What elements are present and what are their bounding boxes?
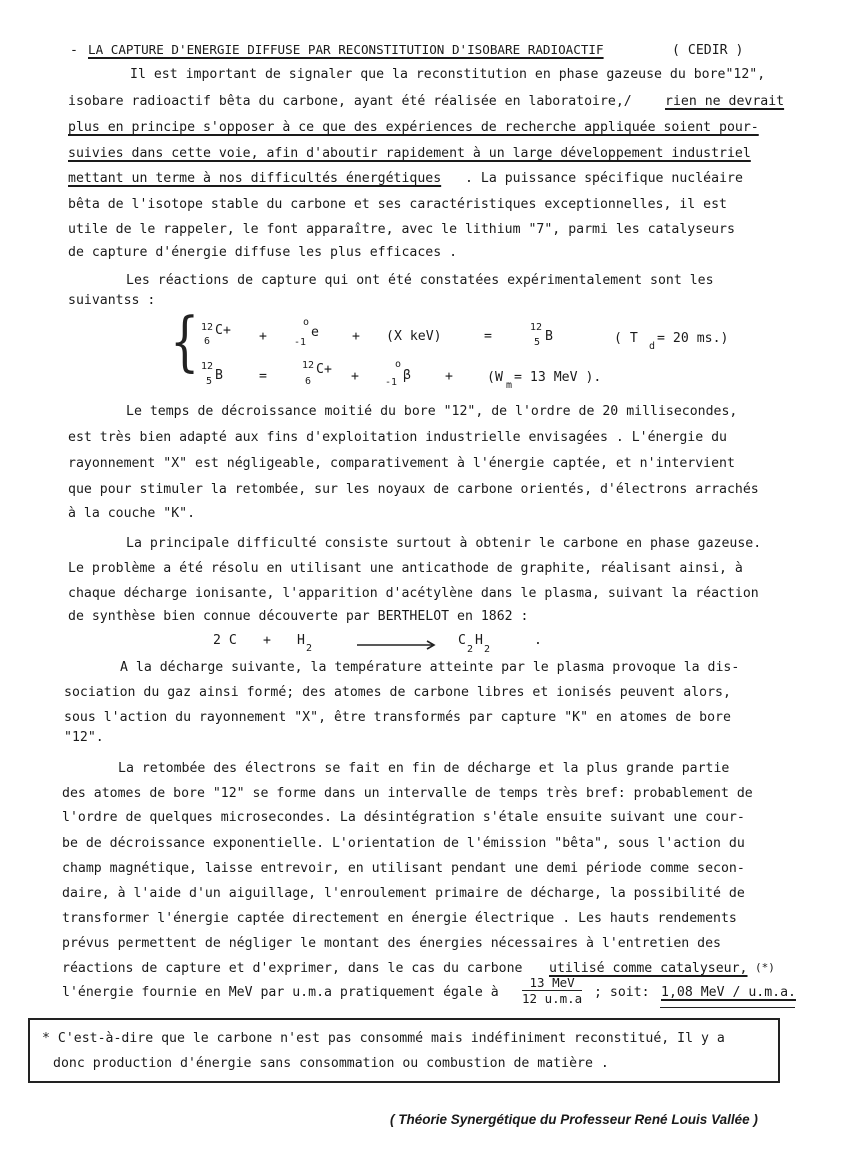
plus-sign: +	[351, 369, 359, 384]
equals-sign: =	[259, 369, 267, 384]
carbon-atomic-number: 6	[305, 376, 312, 387]
text-line: transformer l'énergie captée directement en énergie électrique . Les hauts rendements	[62, 911, 737, 926]
title-dash: -	[70, 43, 78, 58]
beta-symbol: β	[403, 368, 411, 383]
text-line: daire, à l'aide d'un aiguillage, l'enroulement primaire de décharge, la possibilité de	[62, 886, 745, 901]
title-source: ( CEDIR )	[672, 43, 744, 58]
half-life-subscript: d	[649, 341, 656, 352]
carbon-atomic-number: 6	[204, 336, 211, 347]
carbon-symbol: C+	[316, 362, 332, 377]
fraction-numerator: 13 MeV	[529, 975, 575, 990]
text-line: est très bien adapté aux fins d'exploitation industrielle envisagées . L'énergie du	[68, 430, 727, 445]
text-line: sociation du gaz ainsi formé; des atomes de carbone libres et ionisés peuvent alors,	[64, 685, 731, 700]
text-line: La principale difficulté consiste surtout à obtenir le carbone en phase gazeuse.	[126, 536, 762, 551]
electron-number: -1	[294, 337, 307, 348]
carbon-symbol: C+	[215, 323, 231, 338]
text-line: utile de le rappeler, le font apparaître, avec le lithium "7", parmi les catalyseurs	[68, 222, 735, 237]
author-credit: ( Théorie Synergétique du Professeur René Louis Vallée )	[390, 1112, 758, 1127]
equation-period: .	[534, 633, 542, 648]
text-line: bêta de l'isotope stable du carbone et ses caractéristiques exceptionnelles, il est	[68, 197, 727, 212]
footnote-box	[28, 1018, 780, 1083]
electron-symbol: e	[311, 325, 319, 340]
underlined-text: plus en principe s'opposer à ce que des expériences de recherche appliquée soient pour-	[68, 120, 759, 135]
text-line: des atomes de bore "12" se forme dans un intervalle de temps très bref: probablement de	[62, 786, 753, 801]
text-line: rayonnement "X" est négligeable, comparativement à l'énergie captée, et n'intervient	[68, 456, 735, 471]
text-line: Les réactions de capture qui ont été constatées expérimentalement sont les	[126, 273, 714, 288]
boron-symbol: B	[215, 368, 223, 383]
product-hydrogen: H	[475, 633, 483, 648]
hydrogen-subscript: 2	[306, 643, 313, 654]
text-line: que pour stimuler la retombée, sur les noyaux de carbone orientés, d'électrons arrachés	[68, 482, 759, 497]
product-hydrogen-subscript: 2	[484, 644, 491, 655]
text-line: La retombée des électrons se fait en fin de décharge et la plus grande partie	[118, 761, 730, 776]
text-line: Il est important de signaler que la reconstitution en phase gazeuse du bore"12",	[130, 67, 766, 82]
carbon-mass-number: 12	[302, 360, 315, 371]
half-life-value: = 20 ms.)	[657, 331, 729, 346]
product-carbon: C	[458, 633, 466, 648]
electron-top: o	[303, 317, 310, 328]
text-line: de synthèse bien connue découverte par BERTHELOT en 1862 :	[68, 609, 529, 624]
text-line: champ magnétique, laisse entrevoir, en utilisant pendant une demi période comme secon-	[62, 861, 745, 876]
plus-sign: +	[259, 329, 267, 344]
fraction-denominator: 12 u.m.a	[522, 991, 583, 1006]
text-line: Le problème a été résolu en utilisant une anticathode de graphite, réalisant ainsi, à	[68, 561, 743, 576]
text-line: be de décroissance exponentielle. L'orientation de l'émission "bêta", sous l'action du	[62, 836, 745, 851]
energy-value: = 13 MeV ).	[514, 370, 602, 385]
text-line: ; soit:	[594, 985, 650, 1000]
underlined-text: suivies dans cette voie, afin d'aboutir rapidement à un large développement industriel	[68, 146, 751, 161]
boron-mass-number: 12	[530, 322, 543, 333]
beta-top: o	[395, 359, 402, 370]
footnote-line: donc production d'énergie sans consommation ou combustion de matière .	[53, 1056, 609, 1071]
plus-sign: +	[445, 369, 453, 384]
plus-sign: +	[263, 633, 271, 648]
beta-number: -1	[385, 377, 398, 388]
text-line: l'ordre de quelques microsecondes. La désintégration s'étale ensuite suivant une cour-	[62, 810, 745, 825]
boron-atomic-number: 5	[206, 376, 213, 387]
energy-result: 1,08 MeV / u.m.a.	[661, 985, 796, 1000]
boron-symbol: B	[545, 329, 553, 344]
footnote-line: * C'est-à-dire que le carbone n'est pas consommé mais indéfiniment reconstitué, Il y a	[42, 1031, 725, 1046]
text-line: prévus permettent de négliger le montant des énergies nécessaires à l'entretien des	[62, 936, 721, 951]
energy-fraction	[522, 975, 582, 1006]
text-line: Le temps de décroissance moitié du bore "12", de l'ordre de 20 millisecondes,	[126, 404, 738, 419]
text-line: "12".	[64, 730, 104, 745]
half-life-open: ( T	[614, 331, 638, 346]
text-line: réactions de capture et d'exprimer, dans le cas du carbone	[62, 961, 523, 976]
text-line: de capture d'énergie diffuse les plus efficaces .	[68, 245, 458, 260]
x-kev: (X keV)	[386, 329, 442, 344]
product-carbon-subscript: 2	[467, 644, 474, 655]
underlined-text: mettant un terme à nos difficultés énergétiques	[68, 171, 442, 186]
plus-sign: +	[352, 329, 360, 344]
text-line: A la décharge suivante, la température atteinte par le plasma provoque la dis-	[120, 660, 740, 675]
boron-atomic-number: 5	[534, 337, 541, 348]
footnote-marker: (*)	[755, 961, 775, 974]
boron-mass-number: 12	[201, 361, 214, 372]
text-line: chaque décharge ionisante, l'apparition d'acétylène dans le plasma, suivant la réaction	[68, 586, 759, 601]
text-line: à la couche "K".	[68, 506, 196, 521]
text-line: sous l'action du rayonnement "X", être transformés par capture "K" en atomes de bore	[64, 710, 731, 725]
result-double-underline	[660, 1007, 795, 1008]
energy-subscript: m	[506, 380, 513, 391]
underlined-text: rien ne devrait	[665, 94, 785, 109]
reaction-arrow	[357, 640, 437, 650]
equation-brace: {	[170, 303, 200, 379]
equals-sign: =	[484, 329, 492, 344]
text-line: suivantss :	[68, 293, 156, 308]
text-line: . La puissance spécifique nucléaire	[465, 171, 743, 186]
energy-open: (W	[487, 370, 503, 385]
carbon-mass-number: 12	[201, 322, 214, 333]
text-line: isobare radioactif bêta du carbone, ayant été réalisée en laboratoire,/	[68, 94, 632, 109]
reactant-carbon: 2 C	[213, 633, 237, 648]
text-line: l'énergie fournie en MeV par u.m.a pratiquement égale à	[62, 985, 499, 1000]
page-title: LA CAPTURE D'ENERGIE DIFFUSE PAR RECONSTITUTION D'ISOBARE RADIOACTIF	[88, 42, 604, 57]
hydrogen-symbol: H	[297, 633, 305, 648]
underlined-text: utilisé comme catalyseur,	[549, 961, 748, 976]
